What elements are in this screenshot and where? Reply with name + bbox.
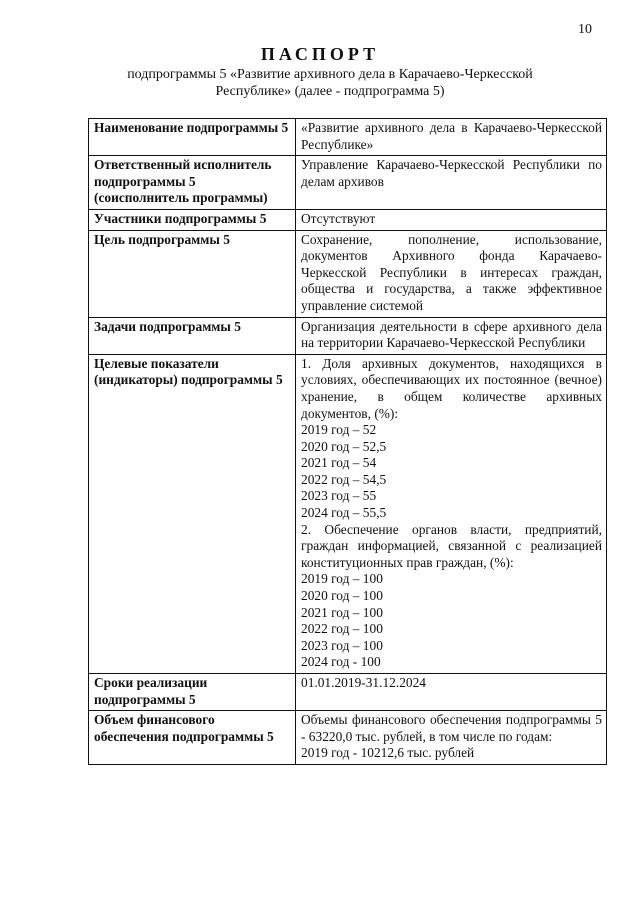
row-label: Объем финансового обеспечения подпрограммы 5	[89, 711, 296, 765]
row-label: Задачи подпрограммы 5	[89, 317, 296, 354]
table-row	[89, 230, 607, 317]
value-line: 01.01.2019-31.12.2024	[301, 675, 426, 690]
row-value	[296, 317, 607, 354]
row-label: Наименование подпрограммы 5	[89, 119, 296, 156]
row-label: Цель подпрограммы 5	[89, 230, 296, 317]
row-value	[296, 156, 607, 210]
value-line: Объемы финансового обеспечения подпрограммы 5 - 63220,0 тыс. рублей, в том числе по годам:	[301, 712, 602, 744]
value-line: 2022 год – 54,5	[301, 471, 387, 487]
value-line: 2021 год – 100	[301, 604, 383, 620]
value-line: 2022 год – 100	[301, 621, 383, 637]
row-label: Сроки реализации подпрограммы 5	[89, 674, 296, 711]
value-line: 2. Обеспечение органов власти, предприятий, граждан информацией, связанной с реализацией конституционных прав граждан, (%):	[301, 521, 602, 570]
table-row	[89, 119, 607, 156]
value-line: 2019 год – 52	[301, 422, 377, 438]
value-line: Сохранение, пополнение, использование, документов Архивного фонда Карачаево-Черкесской Республики в интересах граждан, общества и государства, а также эффективное управление системой	[301, 231, 602, 313]
page-number: 10	[578, 22, 592, 37]
row-value	[296, 354, 607, 673]
document-subtitle: подпрограммы 5 «Развитие архивного дела в Карачаево-Черкесской Республике» (далее - подпрограмма 5)	[127, 67, 533, 99]
row-label: Целевые показатели (индикаторы) подпрограммы 5	[89, 354, 296, 673]
row-value	[296, 209, 607, 230]
value-line: 2024 год - 100	[301, 654, 381, 670]
row-value	[296, 674, 607, 711]
row-value	[296, 119, 607, 156]
value-line: 2020 год – 100	[301, 588, 383, 604]
value-line: Организация деятельности в сфере архивного дела на территории Карачаево-Черкесской Республики	[301, 318, 602, 351]
value-line: Отсутствуют	[301, 210, 376, 226]
value-line: Управление Карачаево-Черкесской Республики по делам архивов	[301, 157, 602, 189]
table-row	[89, 354, 607, 673]
value-line: 2023 год – 55	[301, 488, 377, 504]
row-value	[296, 711, 607, 765]
table-row	[89, 674, 607, 711]
value-line: 2024 год – 55,5	[301, 505, 387, 521]
value-line: 2020 год – 52,5	[301, 438, 387, 454]
table-row	[89, 156, 607, 210]
passport-table-body	[89, 119, 607, 765]
value-line: 2019 год – 100	[301, 571, 383, 587]
value-line: 2021 год – 54	[301, 455, 377, 471]
value-line: 1. Доля архивных документов, находящихся в условиях, обеспечивающих их постоянное (вечное) хранение, в общем количестве архивных документов, (%):	[301, 355, 602, 421]
row-value	[296, 230, 607, 317]
row-label: Ответственный исполнитель подпрограммы 5 (соисполнитель программы)	[89, 156, 296, 210]
value-line: 2023 год – 100	[301, 637, 383, 653]
value-line: «Развитие архивного дела в Карачаево-Черкесской Республике»	[301, 120, 602, 152]
value-line: 2019 год - 10212,6 тыс. рублей	[301, 745, 475, 761]
table-row	[89, 317, 607, 354]
row-label: Участники подпрограммы 5	[89, 209, 296, 230]
document-title: ПАСПОРТ	[260, 44, 380, 64]
table-row	[89, 209, 607, 230]
table-row	[89, 711, 607, 765]
passport-table	[88, 118, 607, 765]
